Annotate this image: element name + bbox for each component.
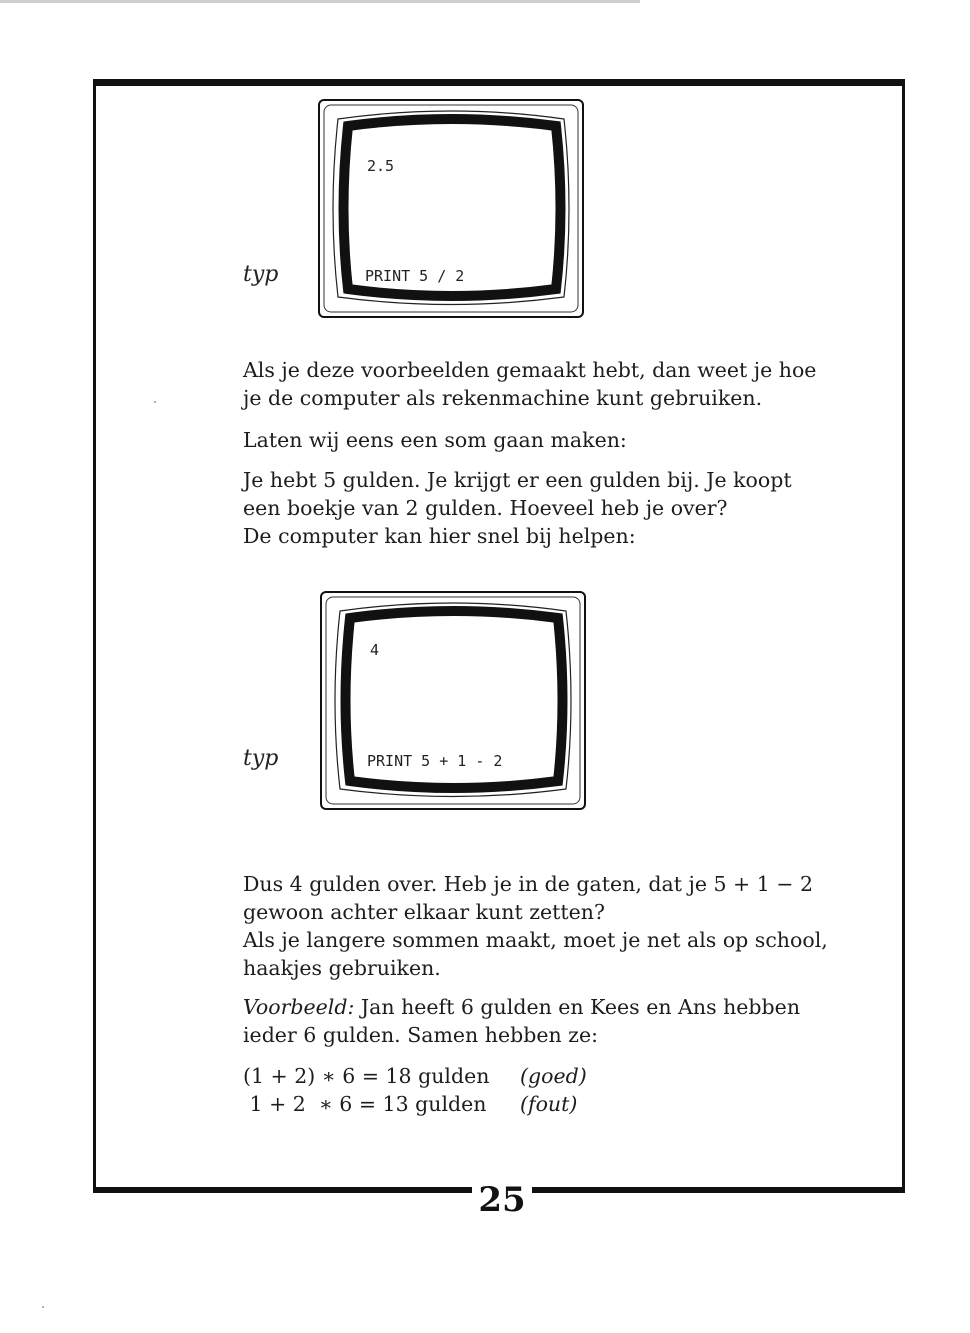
scan-edge-line xyxy=(0,0,640,3)
example-line-rest: Jan heeft 6 gulden en Kees en Ans hebben xyxy=(354,995,801,1019)
scan-speck xyxy=(154,401,156,403)
formula-correct: (1 + 2) ∗ 6 = 18 gulden xyxy=(243,1064,490,1088)
screen-output-2: 4 xyxy=(370,641,380,659)
text-line: Je hebt 5 gulden. Je krijgt er een gulden bij. Je koopt xyxy=(243,468,792,492)
page-number: 25 xyxy=(478,1180,526,1220)
text-line: De computer kan hier snel bij helpen: xyxy=(243,524,636,548)
scan-speck xyxy=(42,1306,44,1308)
paragraph-explanation xyxy=(243,870,828,982)
paragraph-example xyxy=(243,993,800,1049)
paragraph-sum-intro xyxy=(243,426,627,454)
text-line xyxy=(243,993,800,1021)
text-line: Dus 4 gulden over. Heb je in de gaten, dat je 5 + 1 − 2 xyxy=(243,872,814,896)
screen-command-2: PRINT 5 + 1 - 2 xyxy=(367,752,503,770)
screen-output-1: 2.5 xyxy=(367,157,395,175)
paragraph-intro xyxy=(243,356,816,412)
text-line: haakjes gebruiken. xyxy=(243,956,441,980)
text-line: je de computer als rekenmachine kunt gebruiken. xyxy=(243,386,763,410)
typ-label-2: typ xyxy=(243,746,279,771)
monitor-bezel-2 xyxy=(320,591,586,810)
paragraph-problem xyxy=(243,466,792,550)
formula-wrong: 1 + 2 ∗ 6 = 13 gulden xyxy=(243,1092,487,1116)
formula-correct-note: (goed) xyxy=(520,1064,587,1088)
text-line: Als je langere sommen maakt, moet je net als op school, xyxy=(243,928,828,952)
monitor-illustration-1 xyxy=(318,99,584,318)
formula-wrong-note: (fout) xyxy=(520,1092,578,1116)
text-line: ieder 6 gulden. Samen hebben ze: xyxy=(243,1023,599,1047)
typ-label-1: typ xyxy=(243,262,279,287)
text-line: Als je deze voorbeelden gemaakt hebt, dan weet je hoe xyxy=(243,358,817,382)
monitor-illustration-2 xyxy=(320,591,586,810)
screen-command-1: PRINT 5 / 2 xyxy=(365,267,465,285)
monitor-bezel-1 xyxy=(318,99,584,318)
text-line: Laten wij eens een som gaan maken: xyxy=(243,428,627,452)
text-line: een boekje van 2 gulden. Hoeveel heb je over? xyxy=(243,496,728,520)
example-lead: Voorbeeld: xyxy=(243,995,355,1019)
text-line: gewoon achter elkaar kunt zetten? xyxy=(243,900,605,924)
